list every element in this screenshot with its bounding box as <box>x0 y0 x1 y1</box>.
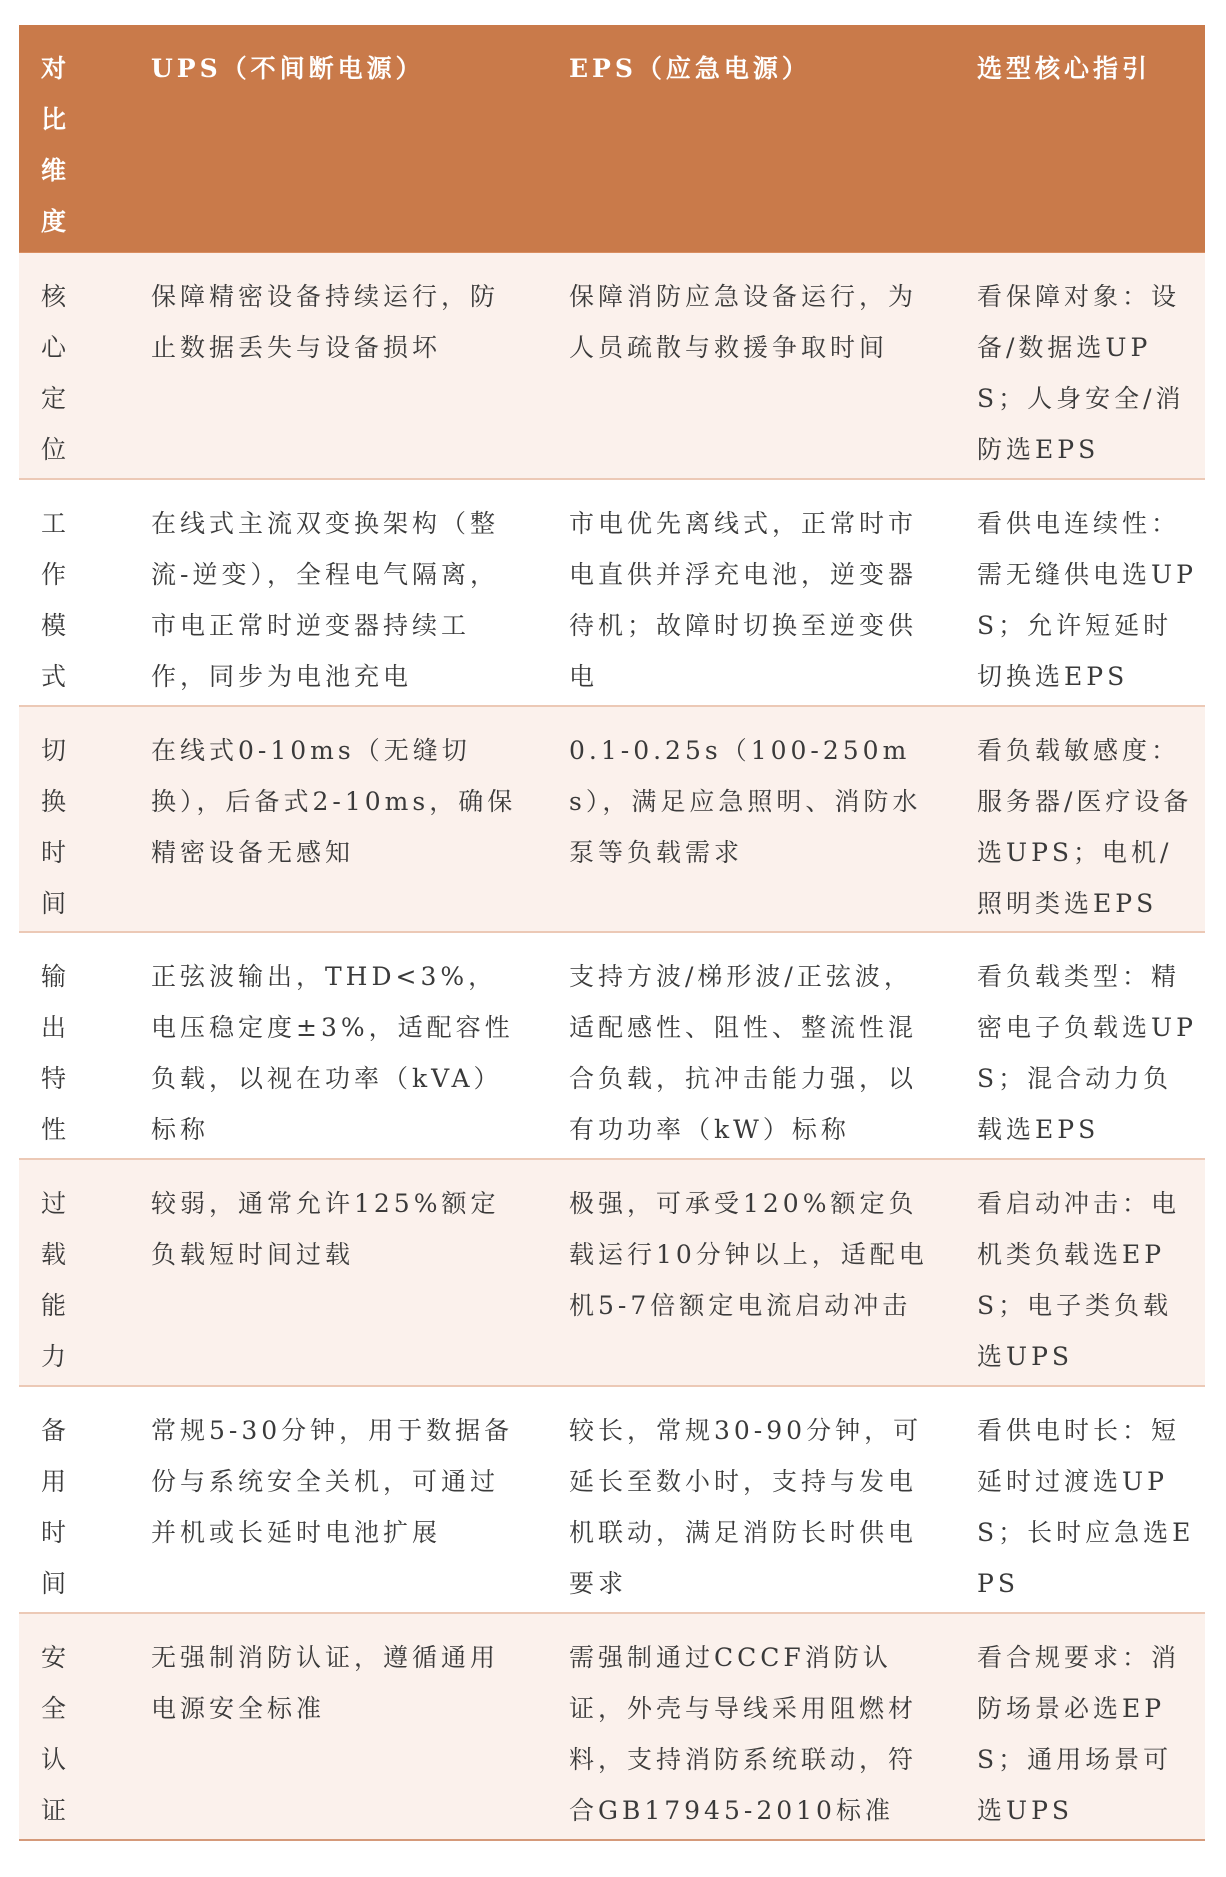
table-header-row <box>19 25 1205 253</box>
row-guide: 看供电时长：短延时过渡选UPS；长时应急选EPS <box>977 1416 1195 1598</box>
row-guide: 看保障对象：设备/数据选UPS；人身安全/消防选EPS <box>977 282 1185 464</box>
row-eps: 市电优先离线式，正常时市电直供并浮充电池，逆变器待机；故障时切换至逆变供电 <box>569 509 918 691</box>
row-eps: 保障消防应急设备运行，为人员疏散与救援争取时间 <box>569 282 918 362</box>
row-ups: 常规5-30分钟，用于数据备份与系统安全关机，可通过并机或长延时电池扩展 <box>151 1416 514 1547</box>
header-dimension: 对比维度 <box>41 54 71 236</box>
row-ups: 较弱，通常允许125%额定负载短时间过载 <box>151 1189 500 1269</box>
comparison-table <box>19 25 1205 1841</box>
row-eps: 较长，常规30-90分钟，可延长至数小时，支持与发电机联动，满足消防长时供电要求 <box>569 1416 923 1598</box>
row-guide: 看负载类型：精密电子负载选UPS；混合动力负载选EPS <box>977 962 1197 1144</box>
row-dimension: 过载能力 <box>41 1189 71 1371</box>
table-row <box>19 480 1205 707</box>
row-guide: 看合规要求：消防场景必选EPS；通用场景可选UPS <box>977 1643 1181 1825</box>
row-ups: 在线式主流双变换架构（整流-逆变），全程电气隔离，市电正常时逆变器持续工作，同步为电池充电 <box>151 509 500 691</box>
row-guide: 看负载敏感度：服务器/医疗设备选UPS；电机/照明类选EPS <box>977 736 1193 918</box>
row-ups: 保障精密设备持续运行，防止数据丢失与设备损坏 <box>151 282 500 362</box>
row-dimension: 工作模式 <box>41 509 71 691</box>
row-dimension: 安全认证 <box>41 1643 71 1825</box>
row-dimension: 核心定位 <box>41 282 71 464</box>
row-eps: 需强制通过CCCF消防认证，外壳与导线采用阻燃材料，支持消防系统联动，符合GB17945-2010标准 <box>569 1643 918 1825</box>
row-ups: 正弦波输出，THD<3%，电压稳定度±3%，适配容性负载，以视在功率（kVA）标称 <box>151 962 514 1144</box>
row-ups: 无强制消防认证，遵循通用电源安全标准 <box>151 1643 500 1723</box>
row-dimension: 备用时间 <box>41 1416 71 1598</box>
table-row <box>19 707 1205 933</box>
row-dimension: 输出特性 <box>41 962 71 1144</box>
table-row <box>19 1160 1205 1387</box>
table-row <box>19 933 1205 1160</box>
table-row <box>19 1387 1205 1614</box>
header-guide: 选型核心指引 <box>977 54 1152 83</box>
row-eps: 极强，可承受120%额定负载运行10分钟以上，适配电机5-7倍额定电流启动冲击 <box>569 1189 928 1320</box>
header-eps: EPS（应急电源） <box>569 54 811 83</box>
row-dimension: 切换时间 <box>41 736 71 918</box>
table-row <box>19 1614 1205 1841</box>
row-eps: 0.1-0.25s（100-250ms），满足应急照明、消防水泵等负载需求 <box>569 736 922 867</box>
row-ups: 在线式0-10ms（无缝切换），后备式2-10ms，确保精密设备无感知 <box>151 736 517 867</box>
table-row <box>19 253 1205 480</box>
row-guide: 看供电连续性：需无缝供电选UPS；允许短延时切换选EPS <box>977 509 1197 691</box>
row-eps: 支持方波/梯形波/正弦波，适配感性、阻性、整流性混合负载，抗冲击能力强，以有功功率（kW）标称 <box>569 962 918 1144</box>
header-ups: UPS（不间断电源） <box>151 54 425 83</box>
row-guide: 看启动冲击：电机类负载选EPS；电子类负载选UPS <box>977 1189 1181 1371</box>
